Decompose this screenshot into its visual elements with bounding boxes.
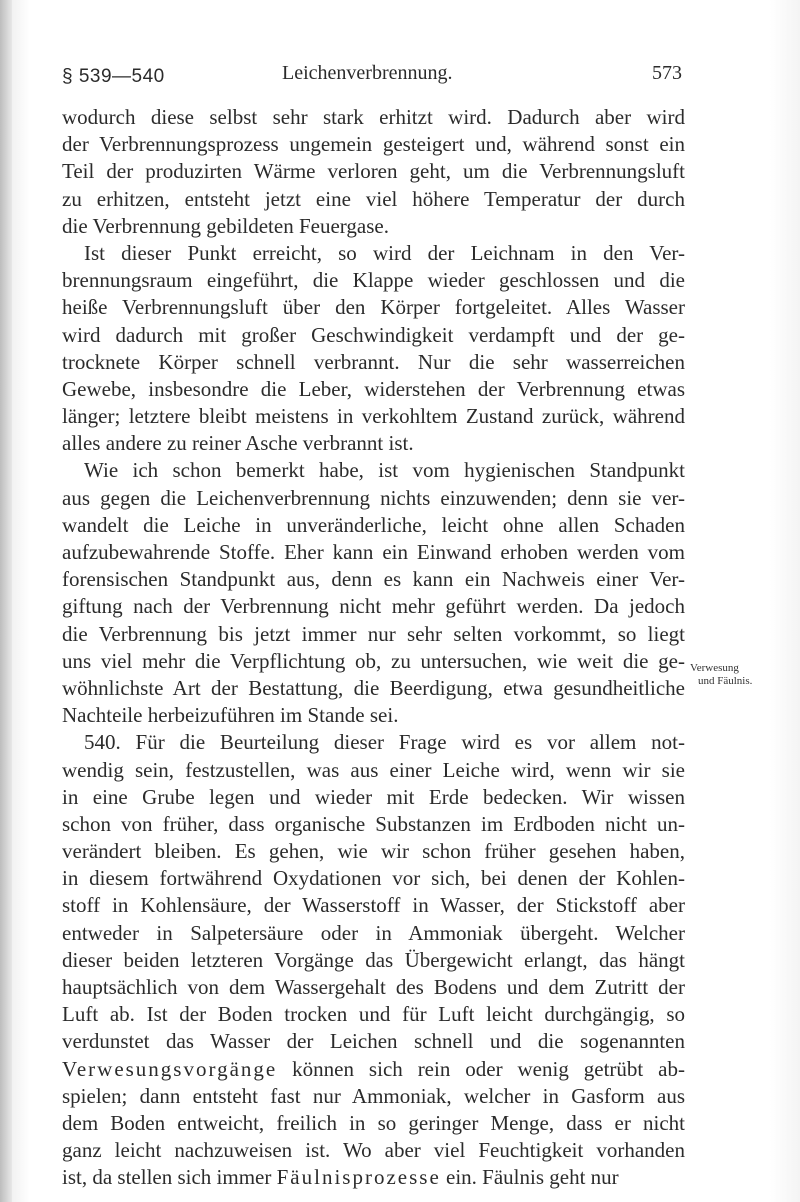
text-line: entweder in Salpetersäure oder in Ammoniak übergeht. Welcher xyxy=(62,920,685,945)
text-line: der Verbrennungsprozess ungemein gesteigert und, während sonst ein xyxy=(62,132,685,157)
text-line: zu erhitzen, entsteht jetzt eine viel höhere Temperatur der durch xyxy=(62,186,685,211)
text-line: heiße Verbrennungsluft über den Körper fortgeleitet. Alles Wasser xyxy=(62,295,685,320)
text-line: dem Boden entweicht, freilich in so geringer Menge, dass er nicht xyxy=(62,1110,685,1135)
text-line: wandelt die Leiche in unveränderliche, leicht ohne allen Schaden xyxy=(62,512,685,537)
text-line: schon von früher, dass organische Substanzen im Erdboden nicht un- xyxy=(62,811,685,836)
text-line: Ist dieser Punkt erreicht, so wird der Leichnam in den Ver- xyxy=(84,240,685,265)
page-number: 573 xyxy=(652,62,682,84)
text-line: Nachteile herbeizuführen im Stande sei. xyxy=(62,703,399,728)
section-range: § 539—540 xyxy=(62,66,165,87)
text-line: 540. Für die Beurteilung dieser Frage wird es vor allem not- xyxy=(84,730,685,755)
text-line: wodurch diese selbst sehr stark erhitzt wird. Dadurch aber wird xyxy=(62,105,685,129)
text-line: Gewebe, insbesondre die Leber, widerstehen der Verbrennung etwas xyxy=(62,376,685,401)
text-line: forensischen Standpunkt aus, denn es kann ein Nachweis einer Ver- xyxy=(62,567,685,592)
text-line: ist, da stellen sich immer Fäulnisprozesse ein. Fäulnis geht nur xyxy=(62,1165,619,1190)
text-line: in diesem fortwährend Oxydationen vor sich, bei denen der Kohlen- xyxy=(62,866,685,891)
text-line: ganz leicht nachzuweisen ist. Wo aber viel Feuchtigkeit vorhanden xyxy=(62,1138,685,1163)
text-line: die Verbrennung bis jetzt immer nur sehr selten vorkommt, so liegt xyxy=(62,621,685,646)
emphasized-word: Verwesungsvorgänge xyxy=(62,1056,278,1081)
text-line: alles andere zu reiner Asche verbrannt ist. xyxy=(62,431,414,456)
text-line: Teil der produzirten Wärme verloren geht, um die Verbrennungsluft xyxy=(62,159,685,184)
text-line: länger; letztere bleibt meistens in verkohltem Zustand zurück, während xyxy=(62,404,685,429)
margin-note-line-2: und Fäulnis. xyxy=(698,675,753,687)
text-line: wendig sein, festzustellen, was aus einer Leiche wird, wenn wir sie xyxy=(62,757,685,782)
text-line: uns viel mehr die Verpflichtung ob, zu untersuchen, wie weit die ge- xyxy=(62,648,685,673)
text-line: verändert bleiben. Es gehen, wie wir schon früher gesehen haben, xyxy=(62,839,685,864)
text-line: Wie ich schon bemerkt habe, ist vom hygienischen Standpunkt xyxy=(84,458,685,483)
book-spine-shadow xyxy=(0,0,12,1202)
text-line: wöhnlichste Art der Bestattung, die Beerdigung, etwa gesundheitliche xyxy=(62,675,685,700)
running-title: Leichenverbrennung. xyxy=(282,62,453,84)
text-line: aus gegen die Leichenverbrennung nichts einzuwenden; denn sie ver- xyxy=(62,485,685,510)
running-header xyxy=(62,60,682,90)
margin-note xyxy=(690,662,795,688)
emphasized-word: Fäulnisprozesse xyxy=(276,1165,441,1190)
text-line: die Verbrennung gebildeten Feuergase. xyxy=(62,213,389,238)
text-line: hauptsächlich von dem Wassergehalt des Bodens und dem Zutritt der xyxy=(62,975,685,999)
text-line: giftung nach der Verbrennung nicht mehr geführt werden. Da jedoch xyxy=(62,594,685,619)
text-line: wird dadurch mit großer Geschwindigkeit verdampft und der ge- xyxy=(62,322,685,347)
text-line: dieser beiden letzteren Vorgänge das Übergewicht erlangt, das hängt xyxy=(62,947,685,972)
text-line: spielen; dann entsteht fast nur Ammoniak, welcher in Gasform aus xyxy=(62,1083,685,1108)
text-line: in eine Grube legen und wieder mit Erde bedecken. Wir wissen xyxy=(62,784,685,809)
text-line: Luft ab. Ist der Boden trocken und für Luft leicht durchgängig, so xyxy=(62,1002,685,1027)
margin-note-line-1: Verwesung xyxy=(690,662,739,674)
body-text xyxy=(62,104,685,1192)
text-line: aufzubewahrende Stoffe. Eher kann ein Einwand erhoben werden vom xyxy=(62,540,685,564)
text-line: brennungsraum eingeführt, die Klappe wieder geschlossen und die xyxy=(62,268,685,293)
text-line: Verwesungsvorgänge können sich rein oder wenig getrübt ab- xyxy=(62,1056,685,1081)
text-line: trocknete Körper schnell verbrannt. Nur die sehr wasserreichen xyxy=(62,349,685,374)
text-line: verdunstet das Wasser der Leichen schnell und die sogenannten xyxy=(62,1029,685,1054)
text-line: stoff in Kohlensäure, der Wasserstoff in Wasser, der Stickstoff aber xyxy=(62,893,685,918)
